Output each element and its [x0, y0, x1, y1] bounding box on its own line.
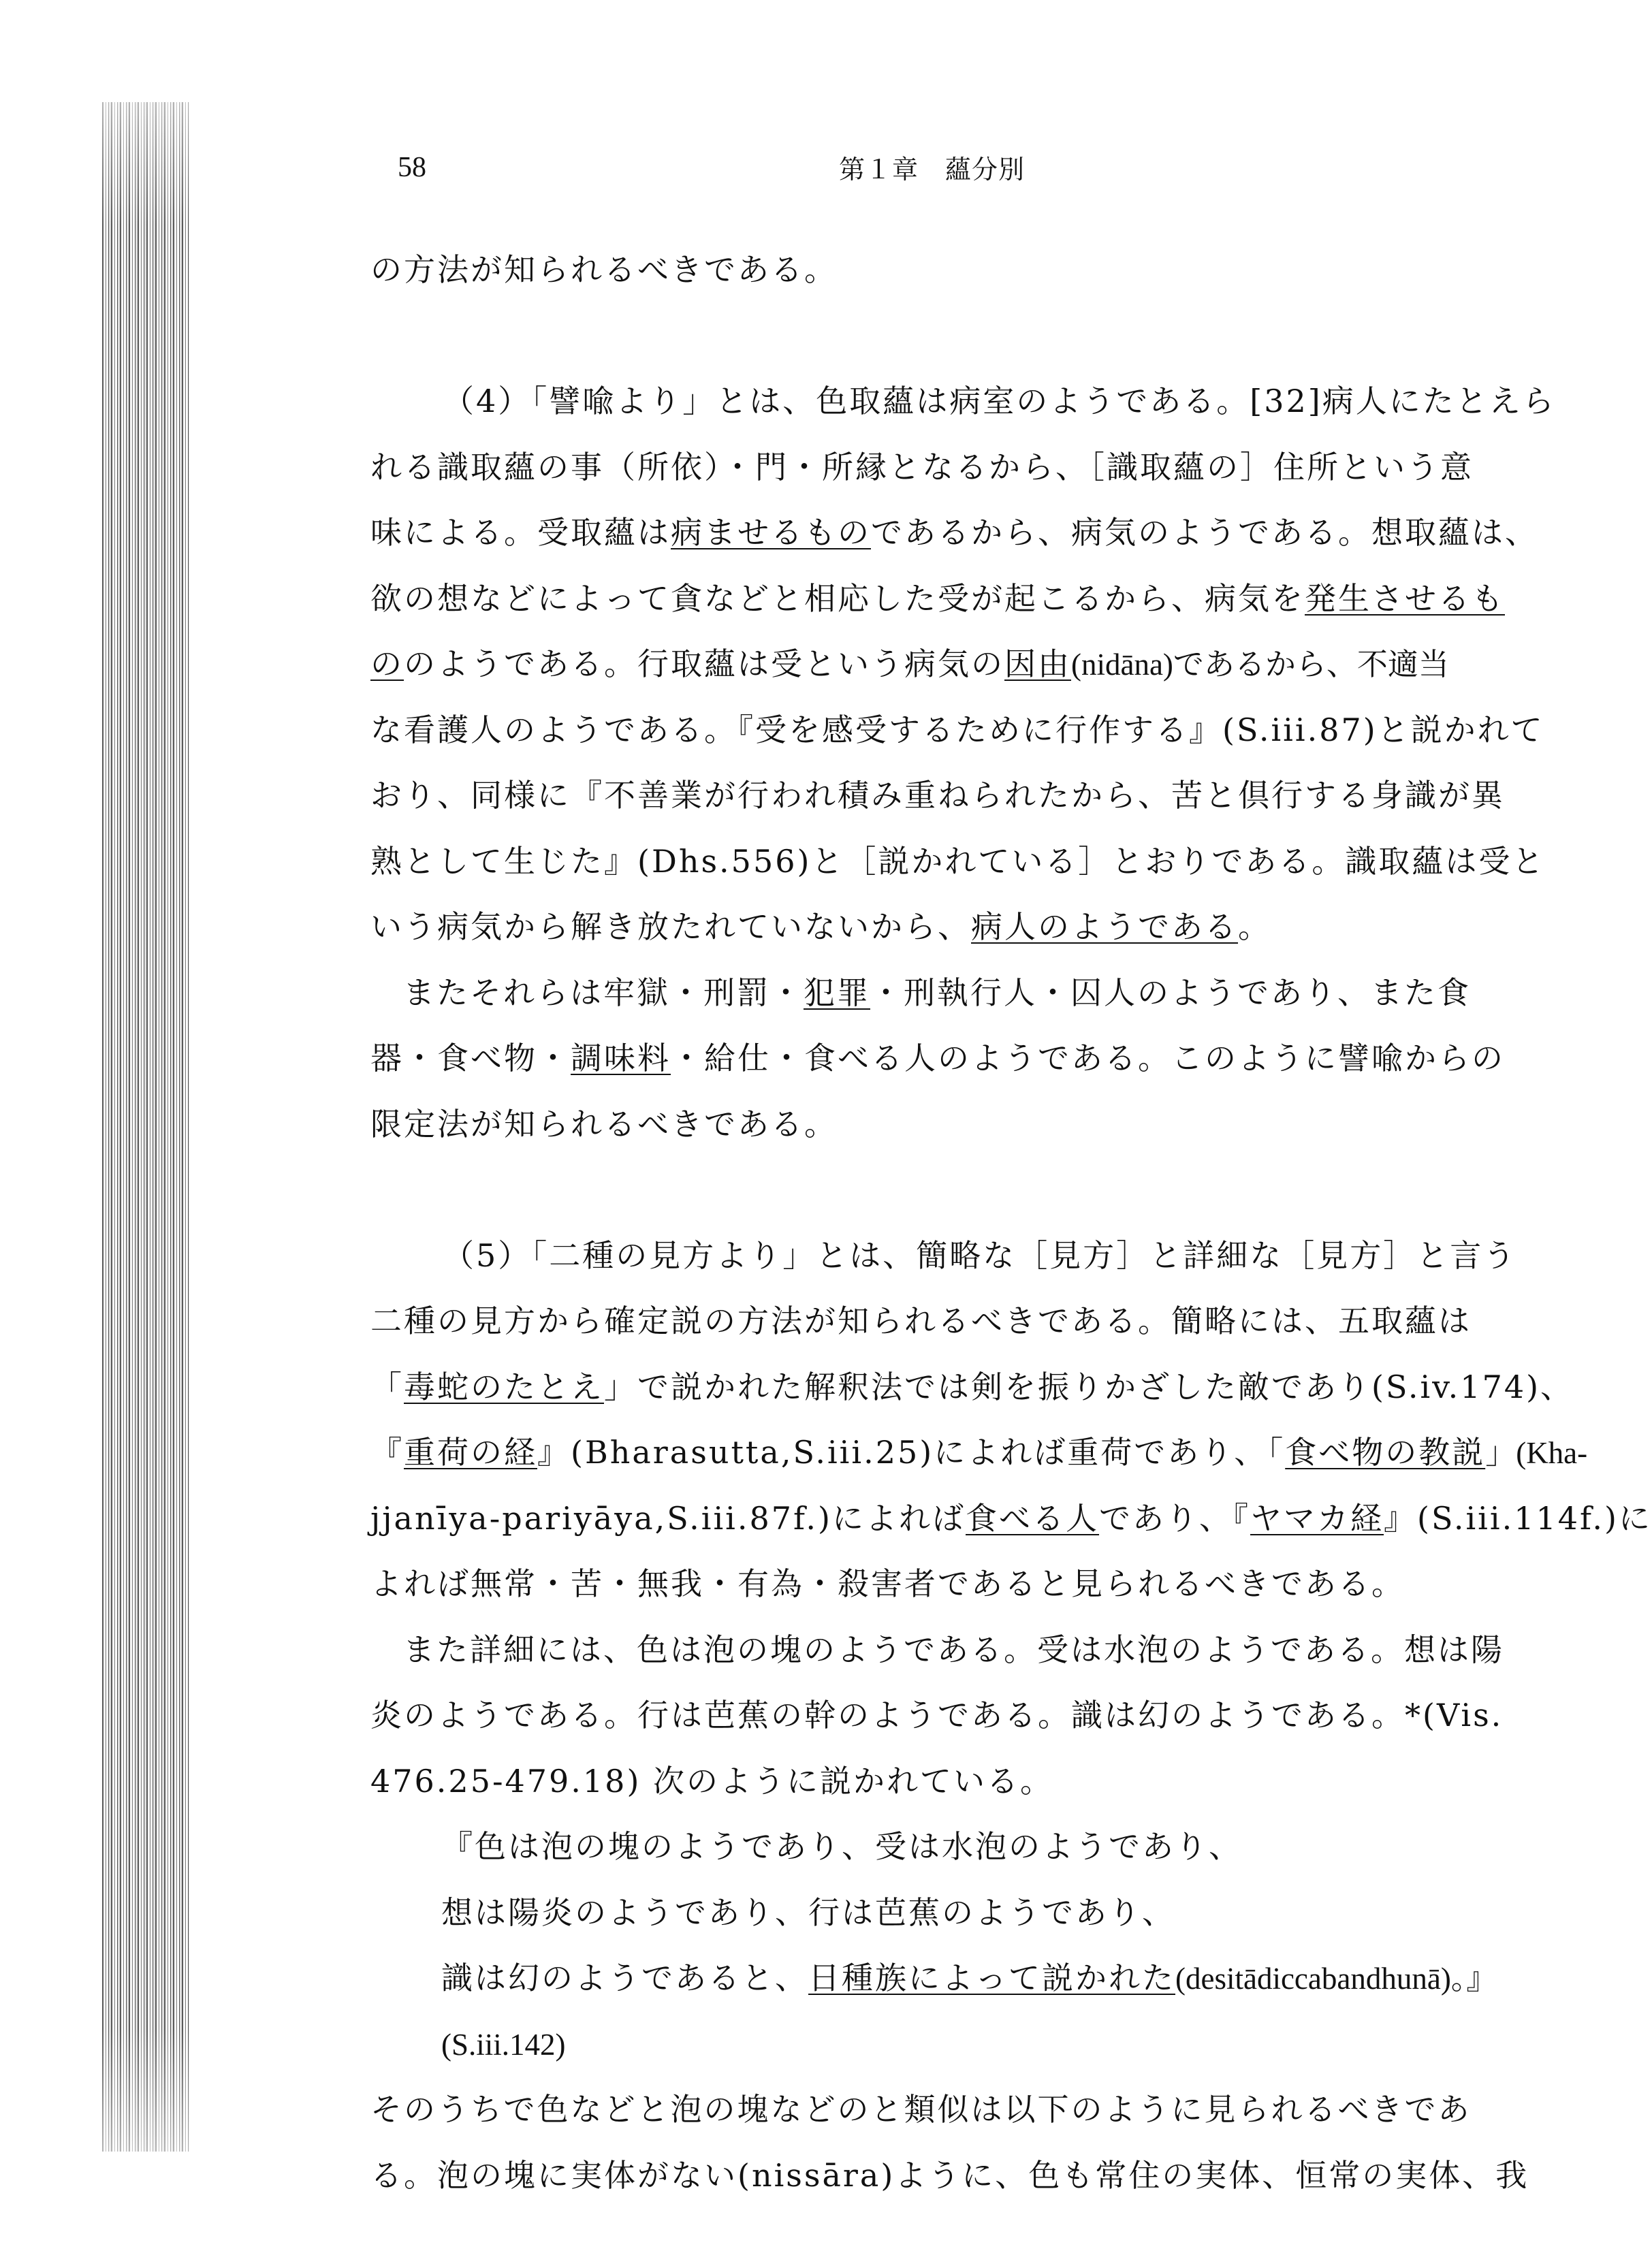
underlined-term: 食べ物の教説 — [1285, 1434, 1486, 1471]
paragraph-gap — [370, 303, 1536, 369]
running-title: 第１章 蘊分別 — [839, 155, 1026, 185]
text-line: る。泡の塊に実体がない(nissāra)ように、色も常住の実体、恒常の実体、我 — [370, 2156, 1529, 2194]
text-line: 味による。受取蘊は病ませるものであるから、病気のようである。想取蘊は、 — [370, 514, 1538, 551]
text-line: 炎のようである。行は芭蕉の幹のようである。識は幻のようである。*(Vis. — [370, 1697, 1504, 1733]
text-line: 熟として生じた』(Dhs.556)と［説かれている］とおりである。識取蘊は受と — [370, 842, 1546, 880]
text-line: （5）「二種の見方より」とは、簡略な［見方］と詳細な［見方］と言う — [443, 1236, 1517, 1274]
text-line: jjanīya-pariyāya,S.iii.87f.)によれば食べる人であり、『ヤマカ経』(S.iii.114f.)に — [370, 1499, 1652, 1537]
text-line: な看護人のようである。『受を感受するために行作する』(S.iii.87)と説かれて — [370, 711, 1544, 748]
underlined-term: 調味料 — [571, 1040, 671, 1076]
underlined-term: 食べる人 — [966, 1499, 1100, 1537]
page-number: 58 — [398, 152, 426, 183]
verse-line: 想は陽炎のようであり、行は芭蕉のようであり、 — [441, 1894, 1175, 1931]
paragraph-gap — [370, 1157, 1536, 1223]
text-line: いう病気から解き放たれていないから、病人のようである。 — [370, 908, 1271, 945]
text-line: 476.25-479.18) 次のように説かれている。 — [370, 1762, 1054, 1800]
underlined-term: 犯罪 — [804, 974, 870, 1011]
body-text — [370, 237, 1652, 2208]
text-line: 器・食べ物・調味料・給仕・食べる人のようである。このように譬喩からの — [370, 1040, 1505, 1076]
verse-line: 『色は泡の塊のようであり、受は水泡のようであり、 — [441, 1828, 1242, 1865]
underlined-term: 病ませるもの — [671, 514, 871, 551]
text-line: 『重荷の経』(Bharasutta,S.iii.25)によれば重荷であり、「食べ物の教説」(Kha- — [370, 1434, 1588, 1471]
text-line: そのうちで色などと泡の塊などのと類似は以下のように見られるべきであ — [370, 2091, 1472, 2128]
text-line: 限定法が知られるべきである。 — [370, 1105, 838, 1143]
text-line: 二種の見方から確定説の方法が知られるべきである。簡略には、五取蘊は — [370, 1303, 1472, 1339]
text-line: ののようである。行取蘊は受という病気の因由(nidāna)であるから、不適当 — [370, 645, 1449, 682]
text-line: れる識取蘊の事（所依）・門・所縁となるから、［識取蘊の］住所という意 — [370, 448, 1474, 485]
text-line: の方法が知られるべきである。 — [370, 251, 838, 288]
underlined-term: 発生させるも — [1305, 579, 1505, 617]
underlined-term: ヤマカ経 — [1250, 1499, 1384, 1537]
text-line: よれば無常・苦・無我・有為・殺害者であると見られるべきである。 — [370, 1565, 1405, 1602]
text-line: （4）「譬喩より」とは、色取蘊は病室のようである。[32]病人にたとえら — [443, 383, 1556, 419]
verse-line: 識は幻のようであると、日種族によって説かれた(desitādiccabandhunā)。』 — [441, 1960, 1497, 1996]
text-line: また詳細には、色は泡の塊のようである。受は水泡のようである。想は陽 — [403, 1631, 1504, 1668]
underlined-term: 毒蛇のたとえ — [404, 1368, 604, 1405]
binding-shadow — [102, 102, 189, 2152]
verse-citation: (S.iii.142) — [441, 2027, 566, 2062]
underlined-term: 病人のようである — [971, 908, 1238, 945]
underlined-term: 重荷の経 — [404, 1434, 537, 1471]
underlined-term: の — [370, 645, 404, 682]
text-line: 「毒蛇のたとえ」で説かれた解釈法では剣を振りかざした敵であり(S.iv.174)、 — [370, 1368, 1574, 1405]
text-line: 欲の想などによって貪などと相応した受が起こるから、病気を発生させるも — [370, 579, 1505, 617]
underlined-term: 因由 — [1004, 645, 1071, 682]
text-line: おり、同様に『不善業が行われ積み重ねられたから、苦と倶行する身識が異 — [370, 777, 1505, 814]
text-line: またそれらは牢獄・刑罰・犯罪・刑執行人・囚人のようであり、また食 — [403, 974, 1471, 1011]
underlined-term: 日種族によって説かれた — [808, 1960, 1175, 1996]
